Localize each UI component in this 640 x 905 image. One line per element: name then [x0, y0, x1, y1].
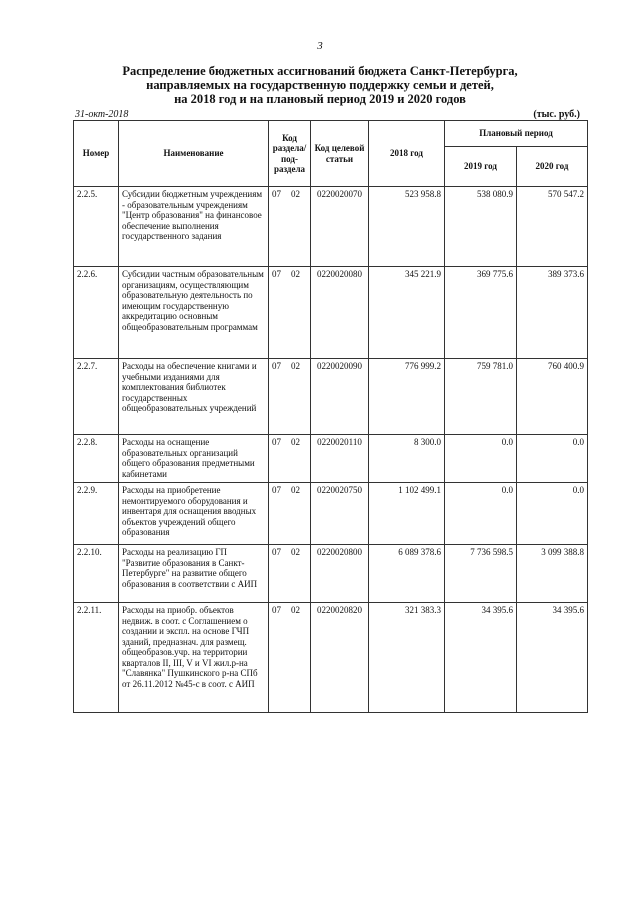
row-section-code [269, 603, 311, 713]
row-subsection: 02 [291, 361, 300, 371]
row-section-code [269, 435, 311, 483]
row-2019: 538 080.9 [445, 187, 517, 267]
row-section: 07 [272, 269, 281, 279]
row-2020: 3 099 388.8 [517, 545, 588, 603]
row-name: Расходы на оснащение образовательных организаций общего образования предметными кабинетами [119, 435, 269, 483]
row-number: 2.2.5. [74, 187, 119, 267]
row-2018: 345 221.9 [369, 267, 445, 359]
row-2019: 0.0 [445, 435, 517, 483]
row-section-code [269, 545, 311, 603]
row-name: Субсидии частным образовательным организациям, осуществляющим образовательную деятельность по имеющим государственную аккредитацию основным общеобразовательным программам [119, 267, 269, 359]
table-row [74, 545, 588, 603]
table-row [74, 187, 588, 267]
row-section: 07 [272, 605, 281, 615]
row-section-code [269, 187, 311, 267]
row-2018: 776 999.2 [369, 359, 445, 435]
title-line-3: на 2018 год и на плановый период 2019 и 2020 годов [174, 92, 466, 106]
header-name: Наименование [119, 121, 269, 187]
header-2018: 2018 год [369, 121, 445, 187]
row-2020: 34 395.6 [517, 603, 588, 713]
header-target-code: Код целевой статьи [311, 121, 369, 187]
row-name: Субсидии бюджетным учреждениям - образовательным учреждениям "Центр образования" на финансовое обеспечение выполнения государственного задания [119, 187, 269, 267]
table-row [74, 267, 588, 359]
row-subsection: 02 [291, 485, 300, 495]
row-section: 07 [272, 361, 281, 371]
table-row [74, 359, 588, 435]
row-section: 07 [272, 485, 281, 495]
row-number: 2.2.7. [74, 359, 119, 435]
row-2019: 7 736 598.5 [445, 545, 517, 603]
row-2018: 8 300.0 [369, 435, 445, 483]
row-2019: 34 395.6 [445, 603, 517, 713]
header-section-code: Код раздела/ под-раздела [269, 121, 311, 187]
row-number: 2.2.9. [74, 483, 119, 545]
units-label: (тыс. руб.) [533, 109, 580, 120]
table-row [74, 435, 588, 483]
row-2018: 6 089 378.6 [369, 545, 445, 603]
title-line-2: направляемых на государственную поддержку семьи и детей, [146, 78, 494, 92]
document-title [60, 64, 580, 106]
row-section: 07 [272, 547, 281, 557]
row-2018: 523 958.8 [369, 187, 445, 267]
row-section-code [269, 359, 311, 435]
row-subsection: 02 [291, 269, 300, 279]
header-2019: 2019 год [445, 147, 517, 187]
row-section-code [269, 483, 311, 545]
row-2020: 760 400.9 [517, 359, 588, 435]
title-line-1: Распределение бюджетных ассигнований бюджета Санкт-Петербурга, [122, 64, 518, 78]
row-section: 07 [272, 189, 281, 199]
row-section: 07 [272, 437, 281, 447]
row-subsection: 02 [291, 437, 300, 447]
row-2020: 389 373.6 [517, 267, 588, 359]
row-name: Расходы на реализацию ГП "Развитие образования в Санкт-Петербурге" на развитие общего образования в соответствии с АИП [119, 545, 269, 603]
budget-table [73, 120, 588, 713]
row-target-code: 0220020110 [311, 435, 369, 483]
row-2020: 0.0 [517, 435, 588, 483]
row-target-code: 0220020750 [311, 483, 369, 545]
row-target-code: 0220020070 [311, 187, 369, 267]
header-number: Номер [74, 121, 119, 187]
row-number: 2.2.8. [74, 435, 119, 483]
table-row [74, 603, 588, 713]
row-subsection: 02 [291, 189, 300, 199]
row-target-code: 0220020800 [311, 545, 369, 603]
row-subsection: 02 [291, 547, 300, 557]
document-date: 31-окт-2018 [75, 109, 129, 120]
header-2020: 2020 год [517, 147, 588, 187]
table-row [74, 483, 588, 545]
row-name: Расходы на приобретение немонтируемого оборудования и инвентаря для оснащения вводных объектов учреждений общего образования [119, 483, 269, 545]
row-2018: 1 102 499.1 [369, 483, 445, 545]
row-target-code: 0220020820 [311, 603, 369, 713]
row-name: Расходы на обеспечение книгами и учебными изданиями для комплектования библиотек государственных общеобразовательных учреждений [119, 359, 269, 435]
row-target-code: 0220020090 [311, 359, 369, 435]
page-number: 3 [317, 40, 323, 52]
header-planned-period: Плановый период [445, 121, 588, 147]
row-2020: 570 547.2 [517, 187, 588, 267]
row-section-code [269, 267, 311, 359]
row-number: 2.2.11. [74, 603, 119, 713]
row-2020: 0.0 [517, 483, 588, 545]
row-target-code: 0220020080 [311, 267, 369, 359]
row-number: 2.2.10. [74, 545, 119, 603]
row-2019: 759 781.0 [445, 359, 517, 435]
row-name: Расходы на приобр. объектов недвиж. в соот. с Соглашением о создании и экспл. на основе ГЧП зданий, предназнач. для размещ. общеобразов.учр. на территории кварталов II, III, V и VI жил.р-на "Славянка" Пушкинского р-на СПб от 26.11.2012 №45-с в соот. с АИП [119, 603, 269, 713]
row-subsection: 02 [291, 605, 300, 615]
row-2019: 369 775.6 [445, 267, 517, 359]
row-2018: 321 383.3 [369, 603, 445, 713]
row-2019: 0.0 [445, 483, 517, 545]
row-number: 2.2.6. [74, 267, 119, 359]
